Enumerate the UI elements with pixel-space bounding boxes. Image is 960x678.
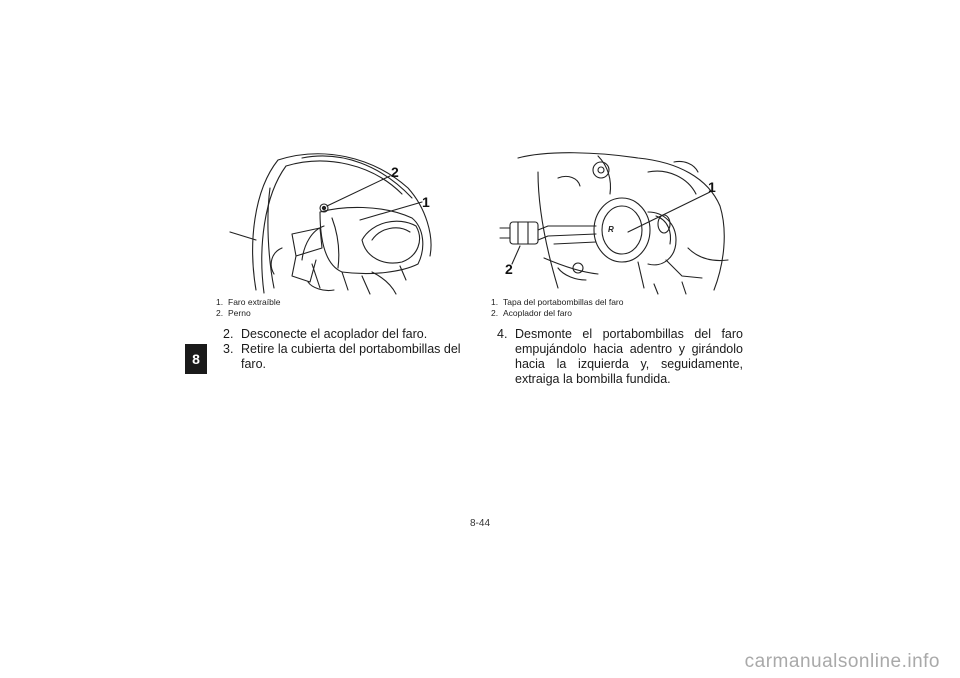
instruction-step: 2. Desconecte el acoplador del faro. [223,327,428,341]
bulb-holder-line-drawing [488,148,758,298]
figure-right-captions [491,297,624,319]
r-mark: R [608,225,614,234]
page-number: 8-44 [469,518,490,529]
callout-2: 2 [391,164,399,180]
chapter-tab: 8 [185,344,207,374]
bulb-holder-illustration [488,148,758,298]
callout-1: 1 [708,179,716,195]
instruction-steps-right [497,327,743,387]
caption-item: 2. Acoplador del faro [491,308,572,318]
caption-item: 1. Tapa del portabombillas del faro [491,297,624,307]
callout-2: 2 [505,261,513,277]
figure-left-captions [216,297,280,319]
callout-1: 1 [422,194,430,210]
caption-item: 2. Perno [216,308,251,318]
instruction-step: 3. Retire la cubierta del portabombillas del faro. [223,342,461,371]
headlight-removal-illustration [212,148,470,298]
instruction-steps-left [223,327,473,372]
site-watermark: carmanualsonline.info [744,651,940,672]
headlight-line-drawing [212,148,470,298]
instruction-step: 4. Desmonte el portabombillas del faro empujándolo hacia adentro y girándolo hacia la izquierda y, seguidamente, extraiga la bombilla fundida. [497,327,743,386]
caption-item: 1. Faro extraíble [216,297,281,307]
